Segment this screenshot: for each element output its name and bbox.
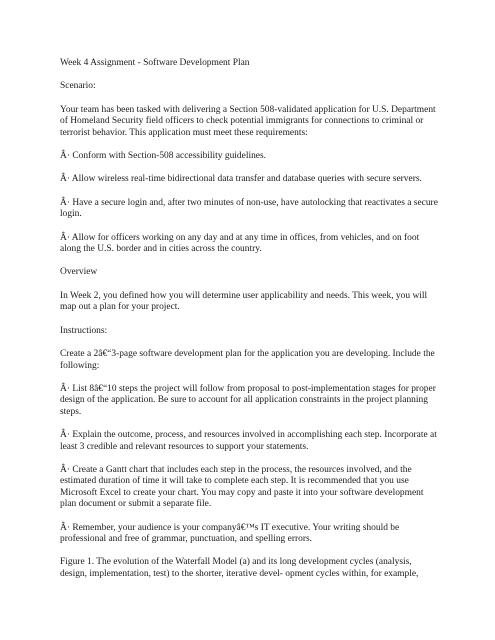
instructions-text: Create a 2â€“3-page software development plan for the application you are developing. Include the following: <box>60 349 435 371</box>
instructions-heading: Instructions: <box>60 325 108 336</box>
instruction-item: Â· Explain the outcome, process, and resources involved in accomplishing each step. Incorporate at least 3 credible and relevant resources to support your statements. <box>60 430 437 452</box>
scenario-text: Your team has been tasked with delivering a Section 508-validated application for U.S. Department of Homeland Security field officers to check potential immigrants for connections to criminal or terrorist behavior. This application must meet these requirements: <box>60 104 436 138</box>
document-body <box>60 58 438 592</box>
requirement-item: Â· Allow for officers working on any day and at any time in offices, from vehicles, and on foot along the U.S. border and in cities across the country. <box>60 232 420 255</box>
instruction-item: Â· Create a Gantt chart that includes each step in the process, the resources involved, and the estimated duration of time it will take to complete each step. It is recommended that you use Microsoft Excel to create your chart. You may copy and paste it into your software development plan document or submit a separate file. <box>60 464 424 510</box>
requirement-item: Â· Conform with Section-508 accessibility guidelines. <box>60 151 267 162</box>
requirement-item: Â· Have a secure login and, after two minutes of non-use, have autolocking that reactivates a secure login. <box>60 197 438 220</box>
figure-caption: Figure 1. The evolution of the Waterfall Model (a) and its long development cycles (analysis, design, implementation, test) to the shorter, iterative devel- opment cycles within, for example, <box>60 557 419 579</box>
instruction-item: Â· List 8â€“10 steps the project will follow from proposal to post-implementation stages for proper design of the application. Be sure to account for all application constraints in the project planning steps. <box>60 383 436 417</box>
document-title: Week 4 Assignment - Software Development Plan <box>60 58 250 68</box>
requirement-item: Â· Allow wireless real-time bidirectional data transfer and database queries with secure servers. <box>60 174 422 185</box>
overview-text: In Week 2, you defined how you will determine user applicability and needs. This week, you will map out a plan for your project. <box>60 290 428 313</box>
overview-heading: Overview <box>60 267 98 278</box>
instruction-item: Â· Remember, your audience is your companyâ€™s IT executive. Your writing should be professional and free of grammar, punctuation, and spelling errors. <box>60 522 400 544</box>
scenario-heading: Scenario: <box>60 81 96 92</box>
